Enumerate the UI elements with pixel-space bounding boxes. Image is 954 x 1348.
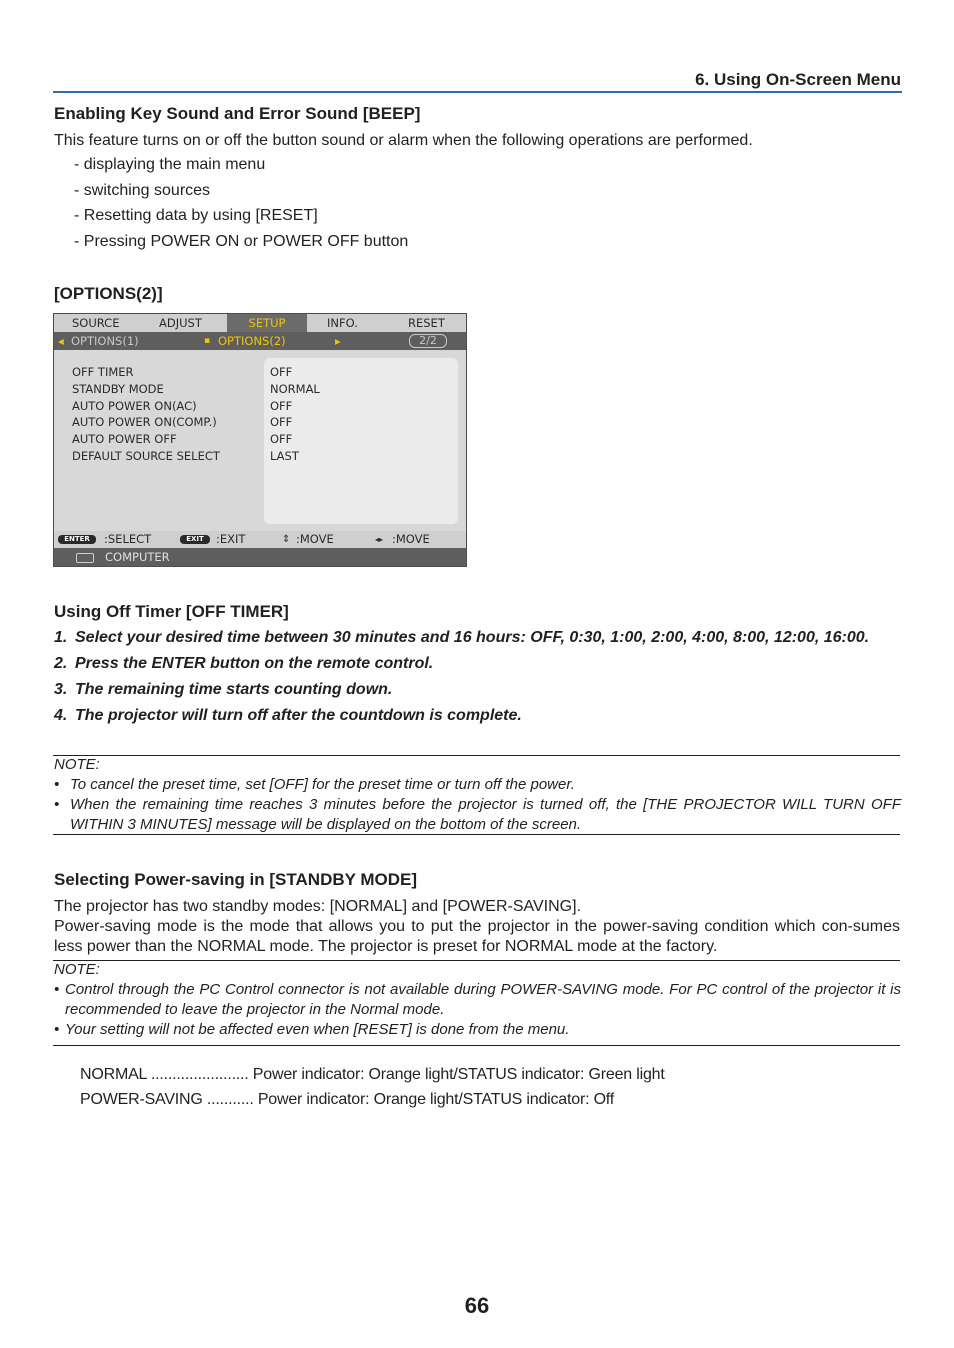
- tab-reset[interactable]: RESET: [408, 316, 445, 330]
- note-bottom-rule: [53, 1045, 900, 1046]
- note-item: [54, 775, 901, 795]
- note-bottom-rule: [53, 834, 900, 835]
- list-item: [54, 628, 900, 648]
- osd-value-default-source-select[interactable]: LAST: [270, 449, 299, 463]
- osd-item-off-timer[interactable]: OFF TIMER: [72, 365, 134, 379]
- select-hint: :SELECT: [104, 532, 152, 546]
- osd-value-auto-power-off[interactable]: OFF: [270, 432, 293, 446]
- tab-setup[interactable]: SETUP: [227, 314, 307, 332]
- tab-adjust[interactable]: ADJUST: [159, 316, 202, 330]
- step-text: The remaining time starts counting down.: [75, 681, 393, 698]
- beep-intro: This feature turns on or off the button sound or alarm when the following operations are performed.: [54, 132, 753, 149]
- subtab-options-1[interactable]: OPTIONS(1): [71, 334, 139, 348]
- off-timer-note: [54, 755, 901, 835]
- step-number: 4.: [54, 707, 68, 724]
- list-item: - switching sources: [74, 181, 211, 199]
- note-text: When the remaining time reaches 3 minutes before the projector is turned off, the [THE PROJECTOR WILL TURN OFF WITHIN 3 MINUTES] message will be displayed on the bottom of the screen.: [70, 796, 901, 833]
- step-number: 3.: [54, 681, 68, 698]
- header-rule: [53, 91, 902, 93]
- off-timer-steps: [54, 628, 900, 732]
- list-item: - displaying the main menu: [74, 156, 266, 173]
- note-text: Your setting will not be affected even when [RESET] is done from the menu.: [65, 1021, 570, 1038]
- standby-line1: The projector has two standby modes: [NORMAL] and [POWER-SAVING].: [54, 898, 582, 915]
- left-right-icon: ◂▸: [375, 535, 384, 544]
- osd-source-bar: [54, 548, 466, 566]
- step-number: 2.: [54, 655, 68, 672]
- list-item: [54, 654, 900, 674]
- exit-key-icon: EXIT: [180, 535, 210, 544]
- beep-heading: Enabling Key Sound and Error Sound [BEEP]: [54, 104, 421, 123]
- step-number: 1.: [54, 629, 68, 646]
- step-text: Press the ENTER button on the remote control.: [75, 655, 434, 672]
- step-text: The projector will turn off after the countdown is complete.: [75, 707, 522, 724]
- note-label: NOTE:: [54, 756, 100, 773]
- osd-subpage-bar: [54, 332, 466, 350]
- osd-item-standby-mode[interactable]: STANDBY MODE: [72, 382, 164, 396]
- note-item: [54, 795, 901, 835]
- osd-key-guide: [54, 531, 466, 548]
- beep-list: [74, 155, 408, 258]
- current-bullet-icon: ▪: [204, 336, 211, 346]
- note-label: NOTE:: [54, 961, 100, 978]
- step-text: Select your desired time between 30 minutes and 16 hours: OFF, 0:30, 1:00, 2:00, 4:00, 8:00, 12:00, 16:00.: [75, 629, 870, 646]
- up-down-icon: ⇕: [282, 534, 291, 545]
- list-item: [54, 680, 900, 700]
- osd-item-auto-power-on-ac[interactable]: AUTO POWER ON(AC): [72, 399, 197, 413]
- tab-info[interactable]: INFO.: [327, 316, 358, 330]
- computer-icon: [76, 553, 94, 563]
- note-item: [54, 1020, 901, 1040]
- off-timer-heading: Using Off Timer [OFF TIMER]: [54, 602, 289, 621]
- osd-value-standby-mode[interactable]: NORMAL: [270, 382, 320, 396]
- page-indicator: 2/2: [409, 334, 447, 348]
- mode-normal: NORMAL ....................... Power indicator: Orange light/STATUS indicator: Green light: [80, 1066, 665, 1083]
- subtab-options-2[interactable]: OPTIONS(2): [218, 334, 286, 348]
- osd-item-auto-power-off[interactable]: AUTO POWER OFF: [72, 432, 177, 446]
- section-header: 6. Using On-Screen Menu: [695, 70, 901, 89]
- mode-power-saving: POWER-SAVING ........... Power indicator: Orange light/STATUS indicator: Off: [80, 1091, 615, 1108]
- list-item: - Resetting data by using [RESET]: [74, 207, 318, 225]
- enter-key-icon: ENTER: [58, 535, 96, 544]
- options-heading: [OPTIONS(2)]: [54, 284, 163, 303]
- note-text: Control through the PC Control connector is not available during POWER-SAVING mode. For PC control of the projector it is recommended to leave the projector in the Normal mode.: [65, 981, 901, 1018]
- standby-paragraph: Power-saving mode is the mode that allows you to put the projector in the power-saving condition which con-sumes less power than the NORMAL mode. The projector is preset for NORMAL mode at the factory.: [54, 918, 900, 955]
- osd-value-auto-power-on-ac[interactable]: OFF: [270, 399, 293, 413]
- osd-value-off-timer[interactable]: OFF: [270, 365, 293, 379]
- osd-item-auto-power-on-comp[interactable]: AUTO POWER ON(COMP.): [72, 415, 217, 429]
- move-hint-vertical: :MOVE: [296, 532, 334, 546]
- next-arrow-icon[interactable]: ▸: [335, 334, 341, 348]
- list-item: [54, 706, 900, 726]
- osd-item-default-source-select[interactable]: DEFAULT SOURCE SELECT: [72, 449, 220, 463]
- note-item: [54, 980, 901, 1020]
- page-number: 66: [464, 1293, 490, 1318]
- bullet-icon: •: [54, 776, 60, 793]
- move-hint-horizontal: :MOVE: [392, 532, 430, 546]
- list-item: - Pressing POWER ON or POWER OFF button: [74, 233, 409, 251]
- source-name: COMPUTER: [105, 550, 170, 564]
- standby-heading: Selecting Power-saving in [STANDBY MODE]: [54, 870, 418, 889]
- bullet-icon: •: [54, 796, 60, 813]
- standby-note: [54, 960, 901, 1040]
- prev-arrow-icon[interactable]: ◂: [58, 334, 64, 348]
- tab-source[interactable]: SOURCE: [72, 316, 120, 330]
- bullet-icon: •: [54, 981, 60, 998]
- bullet-icon: •: [54, 1021, 60, 1038]
- osd-menu: [53, 313, 467, 567]
- osd-value-auto-power-on-comp[interactable]: OFF: [270, 415, 293, 429]
- osd-tab-bar: [54, 314, 466, 332]
- exit-hint: :EXIT: [216, 532, 246, 546]
- note-text: To cancel the preset time, set [OFF] for the preset time or turn off the power.: [70, 776, 575, 793]
